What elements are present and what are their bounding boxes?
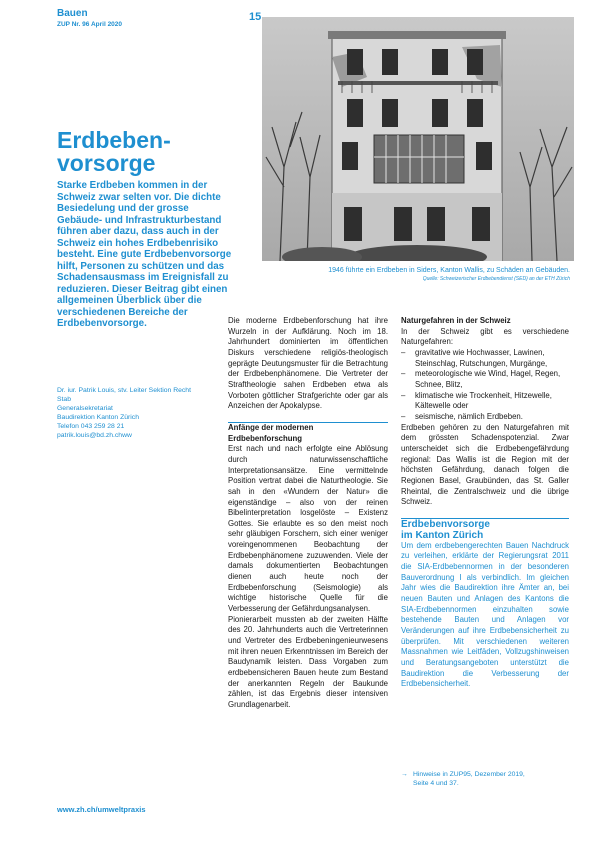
article-lead: Starke Erdbeben kommen in der Schweiz zwar selten vor. Die dichte Besiedelung und der grosse Gebäude- und Infrastrukturbestand führen aber dazu, dass auch in der Schweiz ein hohes Erdbebenrisiko besteht. Eine gute Erdbebenvorsorge hilft, Personen zu schützen und das Schadensausmass im Ereignisfall zu reduzieren. Dieser Beitrag gibt einen allgemeinen Überblick über die verschiedenen Bereiche der Erdbebenvorsorge. [57,180,232,329]
issue-label: ZUP Nr. 96 April 2020 [57,21,123,28]
heading-line-2: Erdbebenforschung [228,433,303,443]
author-unit-3: Baudirektion Kanton Zürich [57,414,139,421]
building-illustration [262,17,574,261]
photo-caption: 1946 führte ein Erdbeben in Siders, Kanton Wallis, zu Schäden an Gebäuden. [328,267,570,274]
body-paragraph: Erdbeben gehören zu den Naturgefahren mit dem grössten Schadenspotenzial. Zwar unterscheidet sich die Erdbebengefährdung regional: Das Wallis ist die Region mit der höchsten Gefährdung, danach folgen die Regionen Basel, Graubünden, das St. Galler Rheintal, die Zentralschweiz und die übrige Schweiz. [401,422,569,507]
zurich-heading-line-1: Erdbebenvorsorge [401,518,490,530]
zurich-heading-line-2: im Kanton Zürich [401,529,484,541]
author-block [57,386,232,440]
note-line-2: Seite 4 und 37. [413,780,459,787]
zurich-paragraph: Um dem erdbebengerechten Bauen Nachdruck zu verleihen, erklärte der Regierungsrat 2011 die SIA-Erdbebennormen in der besonderen Bauverordnung I als verbindlich. Im gleichen Jahr wies die Baudirektion ihre Ämter an, bei neuen Bauten und Anlagen des Kantons die SIA-Erdbebennormen einzuhalten sowie bestehende Bauten und Anlagen vor Veränderungen auf ihre Erdbebensicherheit zu überprüfen. Mit verschiedenen weiteren Massnahmen wie Leitfäden, Vollzugshinweisen und Beratungsangeboten unterstützt die Baudirektion die Verbesserung der Erdbebensicherheit. [401,540,569,689]
hazards-heading: Naturgefahren in der Schweiz [401,316,511,325]
intro-paragraph: Die moderne Erdbebenforschung hat ihre Wurzeln in der Aufklärung. Noch im 18. Jahrhundert dominierten im öffentlichen Diskurs verschiedene religiös-theologisch geprägte Deutungsmuster für die Betrachtung der Erdbebenphänomene. Die Vertreter der Straftheologie sahen Erdbeben etwa als Vorboten göttlicher Strafgerichte oder gar als Anzeichen der Apokalypse. [228,316,388,411]
note-line-1: Hinweise in ZUP95, Dezember 2019, [413,771,525,778]
list-item: – seismische, nämlich Erdbeben. [401,412,569,423]
author-name: Dr. iur. Patrik Louis, stv. Leiter Sektion Recht [57,387,191,394]
author-unit-2: Generalsekretariat [57,405,113,412]
title-line-1: Erdbeben- [57,127,171,153]
section-label: Bauen [57,8,88,19]
page-number: 15 [249,11,262,23]
article-title [57,129,227,175]
hazards-list [401,348,569,423]
footer-url[interactable]: www.zh.ch/umweltpraxis [57,805,146,814]
body-paragraph: Pionierarbeit mussten ab der zweiten Hälfte des 20. Jahrhunderts auch die Vertreterinnen und Vertreter des Erdbebeningenieurwesens mit ihren neuen Erkenntnissen im Bereich der Baudynamik leisten. Dass Vorgaben zum erdbebensicheren Bauen heute zum Bestand der anerkannten Regeln der Baukunde zählen, ist das Ergebnis dieser intensiven Grundlagenarbeit. [228,614,388,709]
body-column-2 [401,316,569,690]
list-item: – klimatische wie Trockenheit, Hitzewelle, Kältewelle oder [401,391,569,412]
author-unit-1: Stab [57,396,71,403]
reference-note [401,770,569,788]
author-email[interactable]: patrik.louis@bd.zh.chww [57,432,132,439]
list-item: – gravitative wie Hochwasser, Lawinen, Steinschlag, Rutschungen, Murgänge, [401,348,569,369]
body-paragraph: Erst nach und nach erfolgte eine Ablösung durch naturwissenschaftliche Interpretationsansätze. Eine vermittelnde Position vertrat dabei die Naturtheologie. Sie sah in den «Wundern der Natur» die eigenständige – also von der reinen Bibelinterpretation losgelöste – Existenz Gottes. Sie erlaubte es so den meist noch sehr gläubigen Forschern, sich einer weniger voreingenommenen Beobachtung der Erdbebenphänomene zuzuwenden. Viele der damals dokumentierten Beobachtungen dienen auch heute noch der Erdbebenforschung (Seismologie) als wichtige historische Quelle für die Verbesserung der Gefährdungsanalysen. [228,444,388,614]
author-phone: Telefon 043 259 28 21 [57,423,125,430]
building-photo [262,17,574,261]
photo-credit: Quelle: Schweizerischer Erdbebendienst (SED) an der ETH Zürich [422,276,570,282]
arrow-icon: → [401,771,408,778]
hazards-intro: In der Schweiz gibt es verschiedene Naturgefahren: [401,326,569,347]
heading-line-1: Anfänge der modernen [228,422,314,432]
body-column-1 [228,316,388,711]
list-item: – meteorologische wie Wind, Hagel, Regen, Schnee, Blitz, [401,369,569,390]
title-line-2: vorsorge [57,150,156,176]
